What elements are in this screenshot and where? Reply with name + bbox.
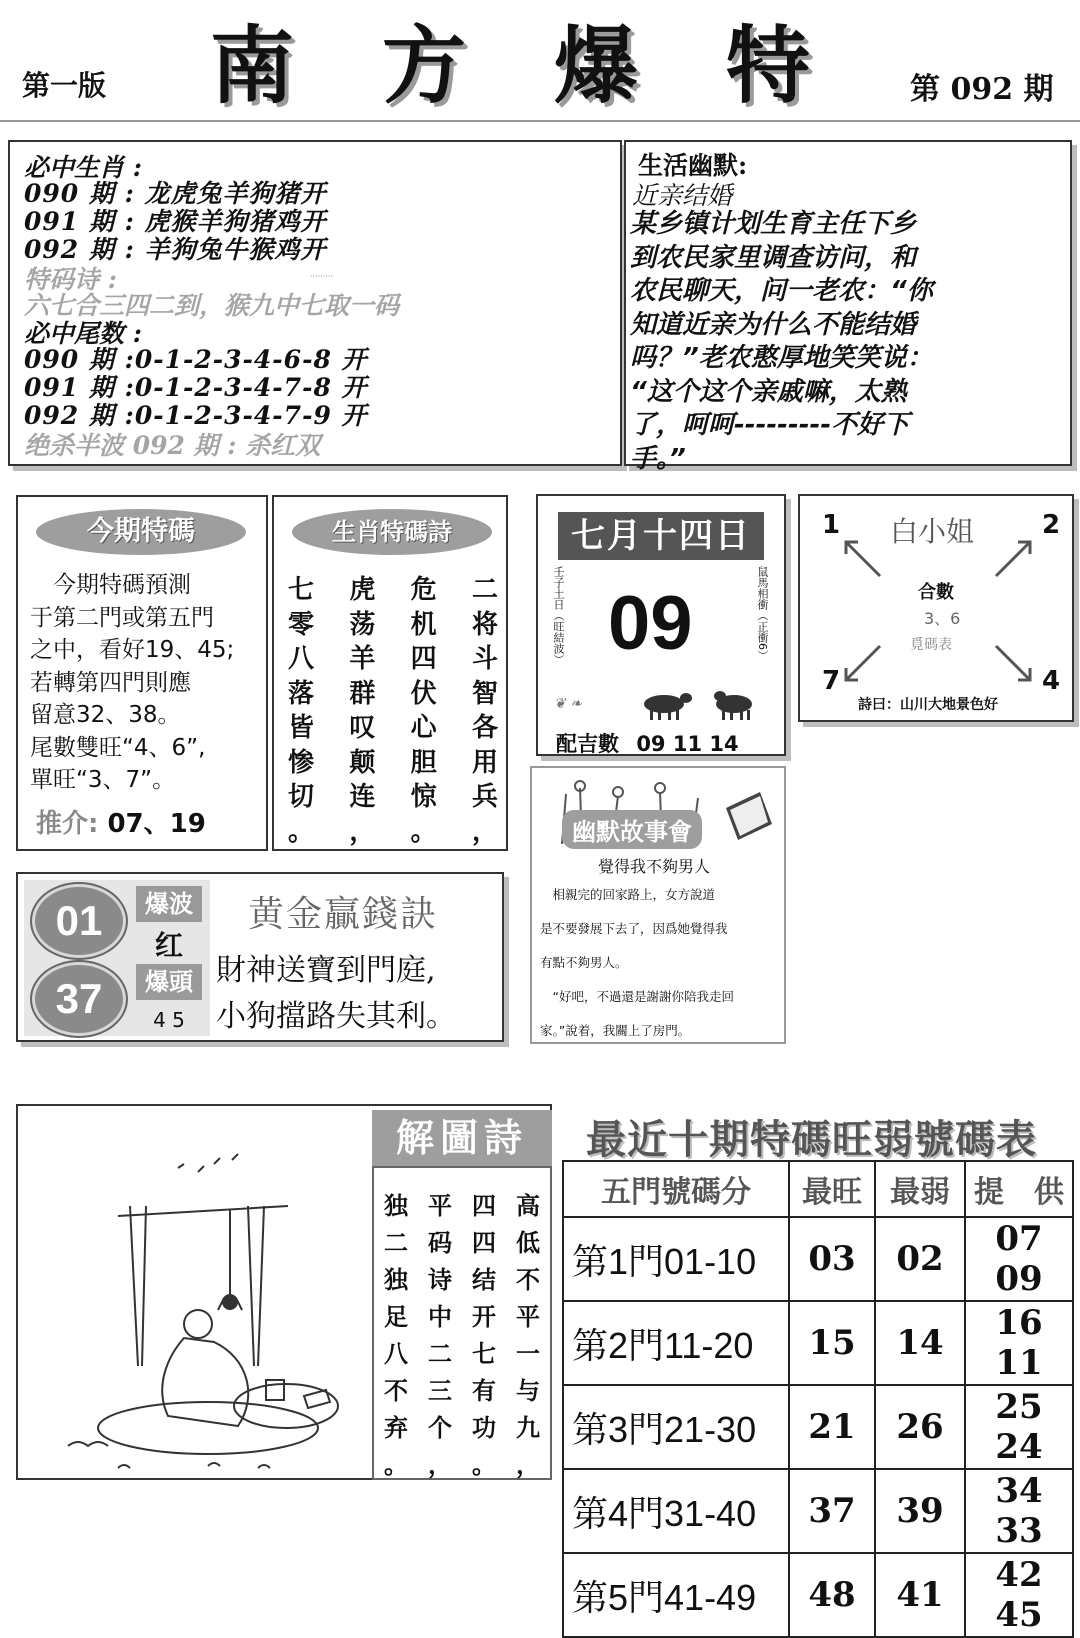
poem-char: ，: [516, 1451, 540, 1479]
poem-char: 。: [384, 1451, 408, 1479]
poem-char: 斗: [471, 644, 498, 674]
table-cell: 21: [789, 1385, 875, 1469]
table-row: [563, 1301, 1073, 1385]
poem-column: [472, 1188, 496, 1478]
poem-char: 。: [472, 1451, 496, 1479]
lucky-numbers: 09 11 14: [636, 732, 739, 756]
poem-column: [411, 573, 437, 849]
special-code-badge: 今期特碼: [36, 509, 246, 555]
corner-number: 1: [822, 510, 841, 540]
poem-char: 不: [384, 1377, 408, 1405]
table-row: [563, 1553, 1073, 1637]
poem-char: 四: [472, 1192, 496, 1220]
zodiac-poem-badge: 生肖特碼詩: [292, 509, 492, 555]
table-cell: 39: [875, 1469, 965, 1553]
poem-char: 有: [472, 1377, 496, 1405]
text-line: 若轉第四門則應: [30, 669, 191, 696]
special-poem-line: 六七合三四二到，猴九中七取一码: [24, 291, 400, 320]
poem-char: 叹: [349, 713, 376, 743]
poem-char: 连: [349, 782, 376, 812]
poem-column: [384, 1188, 408, 1478]
calendar-left-note: 壬子土日（旺結波）: [552, 566, 565, 665]
fine-print: ·········: [310, 272, 333, 281]
table-cell: 第5門41-49: [563, 1553, 789, 1637]
table-cell: 第2門11-20: [563, 1301, 789, 1385]
picture-poem-badge: 解圖詩: [372, 1110, 552, 1166]
zodiac-head: 必中生肖 :: [24, 153, 142, 182]
masthead: [210, 4, 810, 114]
humor-line: 了，呵呵---------不好下: [630, 410, 910, 440]
issue-number: 第 092 期: [910, 72, 1054, 107]
table-header-row: [563, 1161, 1073, 1217]
poem-char: 八: [288, 644, 315, 674]
table-cell: 第3門21-30: [563, 1385, 789, 1469]
header-divider: [0, 120, 1080, 122]
poem-char: 落: [288, 678, 315, 709]
humor-subtitle: 近亲结婚: [632, 181, 733, 210]
poem-char: 兵: [471, 782, 498, 812]
poem-char: 伏: [410, 678, 437, 709]
special-poem-head: 特码诗 :: [24, 265, 117, 294]
poem-char: 结: [472, 1266, 496, 1294]
joke-line: 相親完的回家路上，女方說道: [540, 887, 716, 902]
tail-head: 必中尾数 :: [24, 319, 142, 348]
table-cell: 第4門31-40: [563, 1469, 789, 1553]
joke-line: 有點不夠男人。: [540, 955, 628, 970]
table-cell: 03: [789, 1217, 875, 1301]
tail-row: 091 期 :0-1-2-3-4-7-8 开: [24, 373, 368, 402]
picture-poem-columns: [372, 1166, 552, 1480]
miss-bai-title: 白小姐: [890, 515, 975, 548]
poem-char: 二: [384, 1229, 408, 1257]
horse-icon: [714, 691, 752, 720]
humor-line: 吗？”老农憨厚地笑笑说：: [630, 343, 933, 373]
poem-char: 群: [349, 678, 376, 709]
poem-char: 机: [410, 609, 437, 640]
formula-line: 財神送寶到門庭,: [216, 953, 436, 988]
recommend-label: 推介:: [36, 809, 99, 839]
poem-char: 惊: [410, 782, 437, 812]
poem-char: 开: [472, 1303, 496, 1331]
calendar-date: 七月十四日: [558, 512, 764, 560]
corner-number: 4: [1042, 666, 1061, 696]
poem-char: 四: [472, 1229, 496, 1257]
poem-char: ，: [471, 816, 498, 847]
heshu-value: 3、6: [924, 609, 961, 628]
calendar-box: [536, 494, 786, 756]
poem-char: 零: [288, 609, 315, 640]
poem-char: 功: [472, 1414, 496, 1442]
poem-char: 不: [516, 1266, 540, 1294]
poem-char: 中: [428, 1303, 452, 1331]
poem-char: 危: [410, 575, 437, 605]
joke-banner: 幽默故事會: [562, 810, 702, 849]
table-cell: 第1門01-10: [563, 1217, 789, 1301]
zodiac-animals-illustration: [554, 686, 764, 722]
table-cell: 02: [875, 1217, 965, 1301]
humor-line: 农民聊天，问一老农：“你: [630, 276, 933, 306]
joke-line: 是不要發展下去了，因爲她覺得我: [540, 921, 728, 936]
poem-column: [428, 1188, 452, 1478]
text-line: 今期特碼預測: [30, 572, 191, 598]
poem-char: 七: [288, 575, 315, 605]
text-line: 單旺“3、7”。: [30, 767, 176, 793]
poem-char: 诗: [428, 1266, 452, 1294]
table-cell: 42 45: [965, 1553, 1073, 1637]
joke-box: [530, 766, 786, 1044]
table-row: [563, 1385, 1073, 1469]
zodiac-row: 092 期 : 羊狗兔牛猴鸡开: [24, 235, 327, 264]
golden-formula-title: 黄金贏錢訣: [248, 894, 439, 935]
calendar-number: 09: [608, 581, 693, 666]
poem-char: 智: [471, 678, 498, 709]
wave-color: 红: [154, 929, 183, 962]
miss-bai-poem: 詩曰：山川大地景色好: [858, 697, 998, 713]
code-note: 覓碼表: [910, 637, 952, 653]
zodiac-row: 091 期 : 虎猴羊狗猪鸡开: [24, 207, 327, 236]
lucky-number-label: 配吉數: [556, 731, 619, 756]
masthead-char: 特: [725, 15, 810, 115]
special-code-text: [30, 569, 266, 797]
table-cell: 34 33: [965, 1469, 1073, 1553]
poem-char: 羊: [349, 644, 376, 674]
poem-char: 皆: [288, 713, 315, 743]
table-cell: 48: [789, 1553, 875, 1637]
humor-line: 某乡镇计划生育主任下乡: [630, 209, 917, 239]
text-line: 于第二門或第五門: [30, 604, 214, 631]
table-cell: 37: [789, 1469, 875, 1553]
poem-column: [472, 573, 498, 849]
poem-char: 个: [428, 1414, 452, 1442]
poem-char: 独: [384, 1192, 408, 1220]
text-line: 之中，看好19、45;: [30, 637, 235, 663]
tail-row: 092 期 :0-1-2-3-4-7-9 开: [24, 401, 368, 430]
head-numbers: 4 5: [153, 1008, 185, 1032]
poem-char: 九: [516, 1414, 540, 1442]
zodiac-poem-box: [272, 495, 508, 851]
humor-title: 生活幽默:: [638, 151, 748, 180]
column-header: 最弱: [875, 1161, 965, 1217]
poem-char: 荡: [349, 609, 376, 640]
poem-char: 低: [516, 1229, 540, 1257]
calendar-footer: [556, 728, 739, 758]
humor-line: “这个这个亲戚嘛，太熟: [630, 376, 907, 407]
poem-char: 心: [410, 713, 437, 743]
golden-formula-box: [16, 872, 504, 1042]
zodiac-poem-columns: [288, 573, 498, 849]
humor-line: 知道近亲为什么不能结婚: [630, 309, 917, 340]
masthead-char: 爆: [553, 15, 638, 115]
masthead-char: 南: [210, 15, 295, 115]
poem-char: 虎: [349, 575, 376, 605]
poem-char: 高: [516, 1192, 540, 1220]
text-line: 尾數雙旺“4、6”,: [30, 734, 206, 761]
poem-char: 七: [472, 1340, 496, 1368]
text-line: 留意32、38。: [30, 702, 181, 728]
table-cell: 15: [789, 1301, 875, 1385]
table-row: [563, 1469, 1073, 1553]
miss-bai-box: [798, 494, 1074, 722]
head-tag: 爆頭: [136, 964, 202, 1000]
humor-line: 手。”: [630, 443, 686, 474]
poem-char: 切: [288, 782, 315, 812]
tail-row: 090 期 :0-1-2-3-4-6-8 开: [24, 345, 368, 374]
column-header: 五門號碼分: [563, 1161, 789, 1217]
poem-char: 惨: [288, 747, 315, 778]
zodiac-prediction-box: [8, 140, 622, 466]
humor-box: [624, 140, 1072, 474]
heshu-label: 合數: [918, 582, 954, 603]
poem-char: 。: [288, 816, 315, 847]
rat-icon: [644, 693, 692, 720]
head-ball: 37: [32, 962, 126, 1036]
poem-char: 。: [410, 816, 437, 847]
poem-char: 八: [384, 1340, 408, 1368]
calendar-right-note: 鼠馬相衝（正衝6）: [756, 566, 769, 661]
poem-char: ，: [428, 1451, 452, 1479]
recommend: [36, 803, 206, 840]
poem-column: [516, 1188, 540, 1478]
poem-column: [349, 573, 375, 849]
poem-char: 四: [410, 644, 437, 674]
poem-char: 平: [428, 1192, 452, 1220]
formula-line: 小狗擋路失其利。: [216, 999, 456, 1034]
poem-char: 与: [516, 1377, 540, 1405]
poem-char: 独: [384, 1266, 408, 1294]
humor-body: [630, 208, 1070, 476]
poem-char: 一: [516, 1340, 540, 1368]
poem-char: 用: [471, 747, 498, 778]
column-header: 最旺: [789, 1161, 875, 1217]
poem-char: 足: [384, 1303, 408, 1331]
table-cell: 14: [875, 1301, 965, 1385]
table-cell: 26: [875, 1385, 965, 1469]
poem-char: 平: [516, 1303, 540, 1331]
scholar-illustration: [58, 1146, 378, 1476]
recommend-value: 07、19: [107, 809, 206, 839]
kill-wave-line: 绝杀半波 092 期 : 杀红双: [24, 431, 321, 460]
corner-number: 7: [822, 666, 841, 696]
poem-char: 胆: [410, 747, 437, 778]
column-header: 提 供: [965, 1161, 1073, 1217]
table-row: [563, 1217, 1073, 1301]
masthead-char: 方: [381, 15, 466, 115]
table-cell: 25 24: [965, 1385, 1073, 1469]
table-cell: 16 11: [965, 1301, 1073, 1385]
poem-char: 各: [471, 713, 498, 743]
number-table: [562, 1160, 1074, 1638]
poem-column: [288, 573, 314, 849]
poem-char: 颠: [349, 747, 376, 778]
humor-line: 到农民家里调查访问，和: [630, 242, 917, 273]
book-icon: [720, 788, 776, 844]
golden-formula-body: [216, 948, 456, 1040]
svg-text:❦ ❧: ❦ ❧: [554, 696, 582, 712]
edition-label: 第一版: [22, 69, 107, 102]
joke-line: “好吧，不過還是謝謝你陪我走回: [540, 989, 734, 1004]
wave-ball: 01: [32, 884, 126, 958]
corner-number: 2: [1042, 510, 1061, 540]
joke-body: [540, 878, 784, 1048]
table-cell: 07 09: [965, 1217, 1073, 1301]
table-cell: 41: [875, 1553, 965, 1637]
joke-title: 覺得我不夠男人: [598, 857, 711, 876]
poem-char: 将: [471, 609, 498, 640]
joke-line: 家。”說着，我關上了房門。: [540, 1023, 691, 1038]
wave-tag: 爆波: [136, 886, 202, 922]
zodiac-row: 090 期 : 龙虎兔羊狗猪开: [24, 179, 327, 208]
poem-char: ，: [349, 816, 376, 847]
picture-poem-box: [16, 1104, 552, 1480]
poem-char: 二: [428, 1340, 452, 1368]
poem-char: 二: [471, 575, 498, 605]
special-code-box: [16, 495, 268, 851]
poem-char: 码: [428, 1229, 452, 1257]
table-title: 最近十期特碼旺弱號碼表: [586, 1116, 1037, 1163]
poem-char: 三: [428, 1377, 452, 1405]
poem-char: 弃: [384, 1414, 408, 1442]
